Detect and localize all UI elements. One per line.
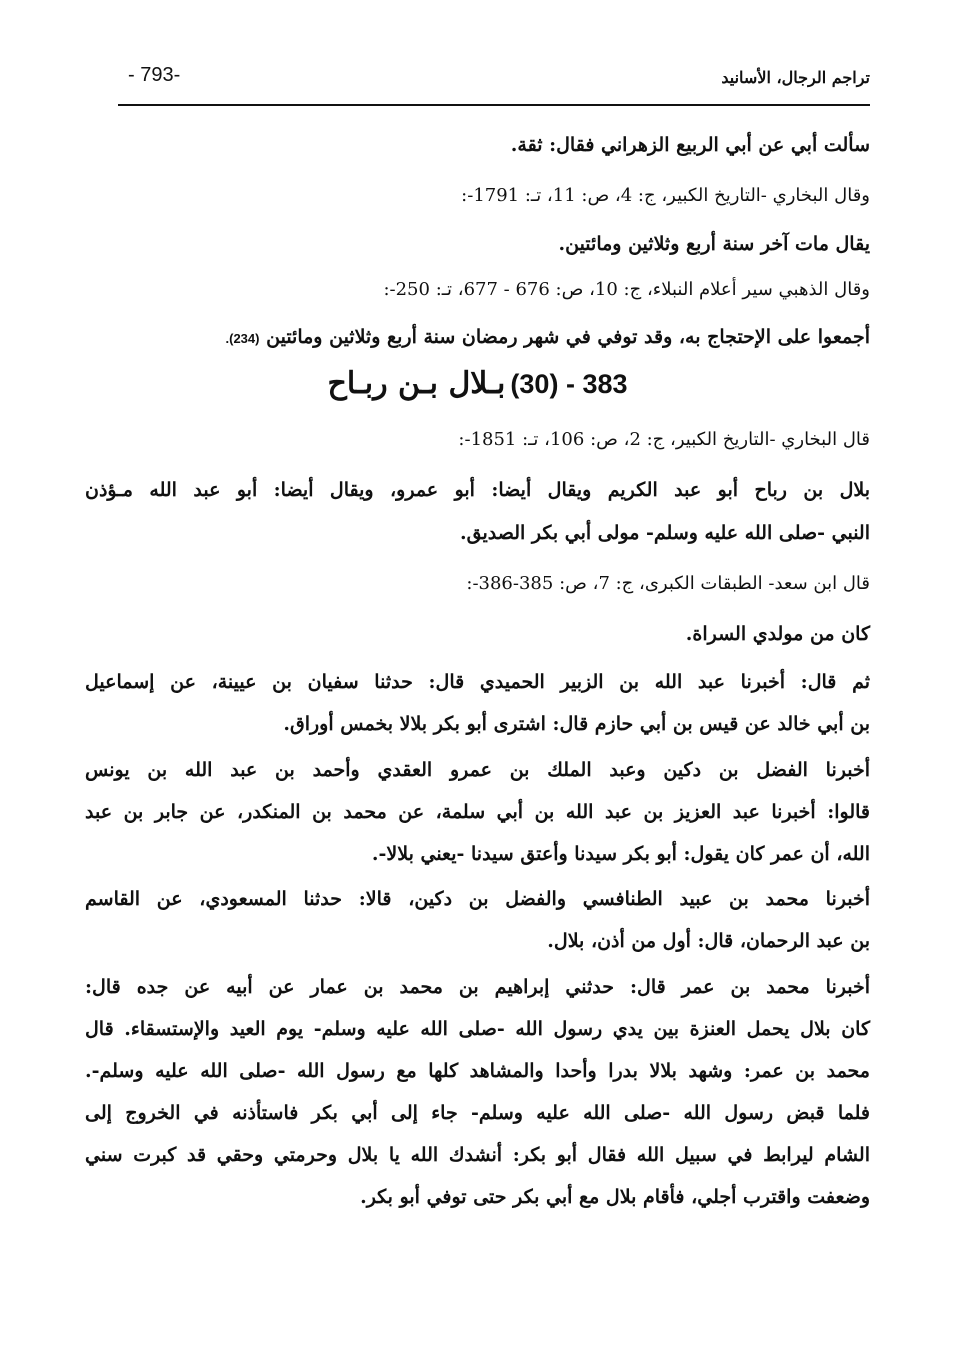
text-line-21: فلما قبض رسول الله -صلى الله عليه وسلم- جاء إلى أبي بكر فاستأذنه في الخروج إلى xyxy=(85,1102,870,1124)
entry-number: 383 - (30) xyxy=(510,369,628,399)
text-line-16: أخبرنا محمد بن عبيد الطنافسي والفضل بن دكين، قالا: حدثنا المسعودي، عن القاسم xyxy=(85,888,870,910)
text-line-1: سألت أبي عن أبي الربيع الزهراني فقال: ثقة. xyxy=(510,134,870,156)
text-line-15: الله، أن عمر كان يقول: أبو بكر سيدنا وأعتق سيدنا -يعني بلالا-. xyxy=(371,843,870,865)
text-line-12: بن أبي خالد عن قيس بن أبي حازم قال: اشترى أبو بكر بلالا بخمس أوراق. xyxy=(283,713,870,735)
running-header xyxy=(118,60,870,92)
text-line-3: يقال مات آخر سنة أربع وثلاثين ومائتين. xyxy=(558,233,870,255)
text-line-5-body: أجمعوا على الإحتجاج به، وقد توفي في شهر رمضان سنة أربع وثلاثين ومائتين xyxy=(266,326,870,348)
header-divider xyxy=(118,104,870,106)
text-line-7: بلال بن رباح أبو عبد الكريم ويقال أيضا: أبو عمرو، ويقال أيضا: أبو عبد الله مـؤذن xyxy=(85,479,870,501)
text-line-19: كان بلال يحمل العنزة بين يدي رسول الله -صلى الله عليه وسلم- يوم العيد والإستسقاء. قال xyxy=(85,1018,870,1040)
running-title: تراجم الرجال، الأسانيد xyxy=(721,68,870,87)
entry-heading xyxy=(0,366,955,401)
citation-line-ibn-saad: قال ابن سعد- الطبقات الكبرى، ج: 7، ص: 385-386-: xyxy=(466,573,870,594)
citation-line-bukhari-2: قال البخاري -التاريخ الكبير، ج: 2، ص: 106، تـ: 1851-: xyxy=(458,429,870,450)
citation-line-dhahabi: وقال الذهبي سير أعلام النبلاء، ج: 10، ص: 676 - 677، تـ: 250-: xyxy=(383,279,870,300)
text-line-18: أخبرنا محمد بن عمر قال: حدثني إبراهيم بن محمد بن عمار عن أبيه عن جده قال: xyxy=(85,976,870,998)
page-number: - 793- xyxy=(128,64,181,86)
text-line-22: الشام ليرابط في سبيل الله فقال أبو بكر: أنشدك الله يا بلال وحرمتي وحقي قد كبرت سني xyxy=(85,1144,870,1166)
text-line-8: النبي -صلى الله عليه وسلم- مولى أبي بكر الصديق. xyxy=(460,522,870,544)
text-line-11: ثم قال: أخبرنا عبد الله بن الزبير الحميدي قال: حدثنا سفيان بن عيينة، عن إسماعيل xyxy=(85,671,870,693)
text-line-5 xyxy=(226,323,871,353)
text-line-20: محمد بن عمر: وشهد بلالا بدرا وأحدا والمشاهد كلها مع رسول الله -صلى الله عليه وسلم-. xyxy=(85,1060,870,1082)
citation-line-bukhari-1: وقال البخاري -التاريخ الكبير، ج: 4، ص: 11، تـ: 1791-: xyxy=(461,185,870,206)
text-line-13: أخبرنا الفضل بن دكين وعبد الملك بن عمرو العقدي وأحمد بن عبد الله بن يونس xyxy=(85,759,870,781)
text-line-17: بن عبد الرحمان، قال: أول من أذن، بلال. xyxy=(547,930,870,952)
entry-name: بـلال بـن ربـاح xyxy=(327,366,506,401)
text-line-14: قالوا: أخبرنا عبد العزيز بن عبد الله بن أبي سلمة، عن محمد بن المنكدر، عن جابر بن عبد xyxy=(85,801,870,823)
text-line-10: كان من مولدي السراة. xyxy=(685,623,870,645)
footnote-reference: (234). xyxy=(225,331,260,346)
text-line-23: وضعفت واقترب أجلي، فأقام بلال مع أبي بكر حتى توفي أبو بكر. xyxy=(360,1186,870,1208)
